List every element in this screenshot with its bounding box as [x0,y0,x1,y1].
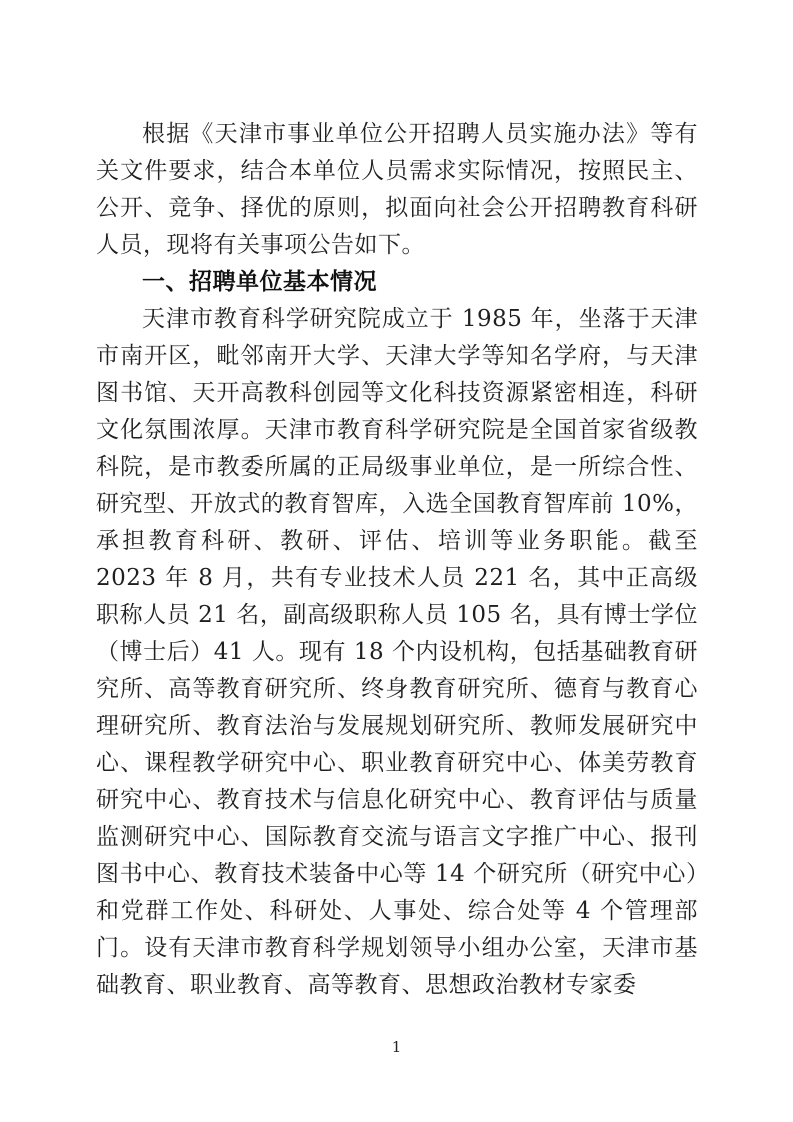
document-content [96,116,698,1004]
section-heading-recruiting-unit: 一、招聘单位基本情况 [142,269,377,295]
paragraph-intro: 根据《天津市事业单位公开招聘人员实施办法》等有关文件要求，结合本单位人员需求实际情况，按照民主、公开、竞争、择优的原则，拟面向社会公开招聘教育科研人员，现将有关事项公告如下。 [96,121,698,258]
page-number: 1 [391,1038,402,1056]
paragraph-institute-overview: 天津市教育科学研究院成立于 1985 年，坐落于天津市南开区，毗邻南开大学、天津大学等知名学府，与天津图书馆、天开高教科创园等文化科技资源紧密相连，科研文化氛围浓厚。天津市教育科学研究院是全国首家省级教科院，是市教委所属的正局级事业单位，是一所综合性、研究型、开放式的教育智库，入选全国教育智库前 10%，承担教育科研、教研、评估、培训等业务职能。截至 2023 年 8 月，共有专业技术人员 221 名，其中正高级职称人员 21 名，副高级职称人员 105 名，具有博士学位（博士后）41 人。现有 18 个内设机构，包括基础教育研究所、高等教育研究所、终身教育研究所、德育与教育心理研究所、教育法治与发展规划研究所、教师发展研究中心、课程教学研究中心、职业教育研究中心、体美劳教育研究中心、教育技术与信息化研究中心、教育评估与质量监测研究中心、国际教育交流与语言文字推广中心、报刊图书中心、教育技术装备中心等 14 个研究所（研究中心）和党群工作处、科研处、人事处、综合处等 4 个管理部门。设有天津市教育科学规划领导小组办公室，天津市基础教育、职业教育、高等教育、思想政治教材专家委 [96,306,698,998]
